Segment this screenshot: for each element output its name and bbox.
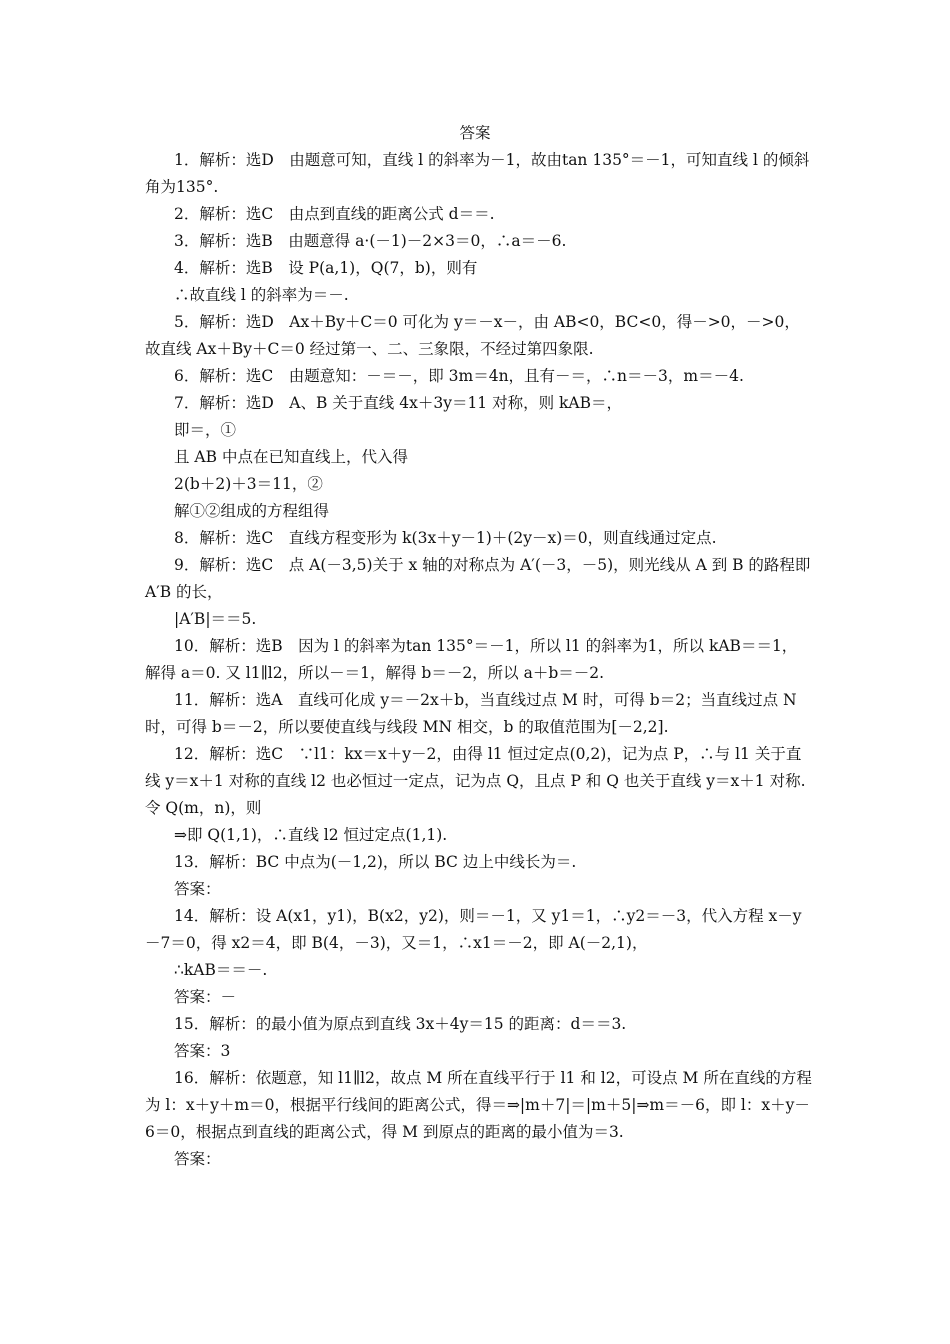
answer-line: 即＝，① xyxy=(174,421,237,439)
answer-line: 5．解析：选D Ax＋By＋C＝0 可化为 y＝－x－，由 AB<0，BC<0，得－>0，－>0，故直线 Ax＋By＋C＝0 经过第一、二、三象限，不经过第四象限. xyxy=(145,313,800,358)
answer-line: 2(b＋2)＋3＝11，② xyxy=(174,475,323,493)
answer-line: 14．解析：设 A(x1，y1)，B(x2，y2)，则＝－1，又 y1＝1，∴y2＝－3，代入方程 x－y－7＝0，得 x2＝4，即 B(4，－3)，又＝1，∴x1＝－2，即 A(－2,1)， xyxy=(145,907,802,952)
answer-line: 2．解析：选C 由点到直线的距离公式 d＝＝. xyxy=(174,205,495,223)
answer-line: 7．解析：选D A、B 关于直线 4x＋3y＝11 对称，则 kAB＝， xyxy=(174,394,623,412)
answer-line: ∴kAB＝＝－. xyxy=(174,961,268,979)
answer-line: 6．解析：选C 由题意知：－＝－，即 3m＝4n，且有－＝，∴n＝－3，m＝－4. xyxy=(174,367,744,385)
answer-line: 答案： xyxy=(174,880,221,898)
answer-line: 12．解析：选C ∵l1：kx＝x＋y－2，由得 l1 恒过定点(0,2)，记为点 P，∴与 l1 关于直线 y＝x＋1 对称的直线 l2 也必恒过一定点，记为点 Q，且点 P 和 Q 也关于直线 y＝x＋1 对称. 令 Q(m，n)，则 xyxy=(145,745,811,817)
answer-line: 13．解析：BC 中点为(－1,2)，所以 BC 边上中线长为＝. xyxy=(174,853,577,871)
answer-line: 且 AB 中点在已知直线上，代入得 xyxy=(174,448,408,466)
answer-line: 8．解析：选C 直线方程变形为 k(3x＋y－1)＋(2y－x)＝0，则直线通过定点. xyxy=(174,529,717,547)
answer-line: 9．解析：选C 点 A(－3,5)关于 x 轴的对称点为 A′(－3，－5)，则光线从 A 到 B 的路程即 A′B 的长， xyxy=(145,556,816,601)
answer-line: 3．解析：选B 由题意得 a·(－1)－2×3＝0，∴a＝－6. xyxy=(174,232,567,250)
answer-line: 1．解析：选D 由题意可知，直线 l 的斜率为－1，故由tan 135°＝－1，可知直线 l 的倾斜角为135°. xyxy=(145,151,810,196)
answer-line: 16．解析：依题意，知 l1∥l2，故点 M 所在直线平行于 l1 和 l2，可设点 M 所在直线的方程为 l：x＋y＋m＝0，根据平行线间的距离公式，得＝⇒|m＋7|＝|m＋5|⇒m＝－6，即 l：x＋y－6＝0，根据点到直线的距离公式，得 M 到原点的距离的最小值为＝3. xyxy=(145,1069,812,1141)
answer-line: 4．解析：选B 设 P(a,1)，Q(7，b)，则有 xyxy=(174,259,478,277)
answer-line: ⇒即 Q(1,1)，∴直线 l2 恒过定点(1,1). xyxy=(174,826,448,844)
answer-line: |A′B|＝＝5. xyxy=(174,610,257,628)
answer-content xyxy=(145,147,816,1173)
answer-line: 15．解析：的最小值为原点到直线 3x＋4y＝15 的距离：d＝＝3. xyxy=(174,1015,627,1033)
answer-line: 答案：3 xyxy=(174,1042,231,1060)
answer-line: 解①②组成的方程组得 xyxy=(174,502,330,520)
answer-line: 10．解析：选B 因为 l 的斜率为tan 135°＝－1，所以 l1 的斜率为1，所以 kAB＝＝1，解得 a＝0. 又 l1∥l2，所以－＝1，解得 b＝－2，所以 a＋b＝－2. xyxy=(145,637,798,682)
answer-line: 答案： xyxy=(174,1150,221,1168)
answer-line: 答案：－ xyxy=(174,988,237,1006)
page-title: 答案 xyxy=(459,124,491,142)
answer-line: ∴故直线 l 的斜率为＝－. xyxy=(174,286,349,304)
answer-line: 11．解析：选A 直线可化成 y＝－2x＋b，当直线过点 M 时，可得 b＝2；当直线过点 N 时，可得 b＝－2，所以要使直线与线段 MN 相交，b 的取值范围为[－2,2]. xyxy=(145,691,802,736)
